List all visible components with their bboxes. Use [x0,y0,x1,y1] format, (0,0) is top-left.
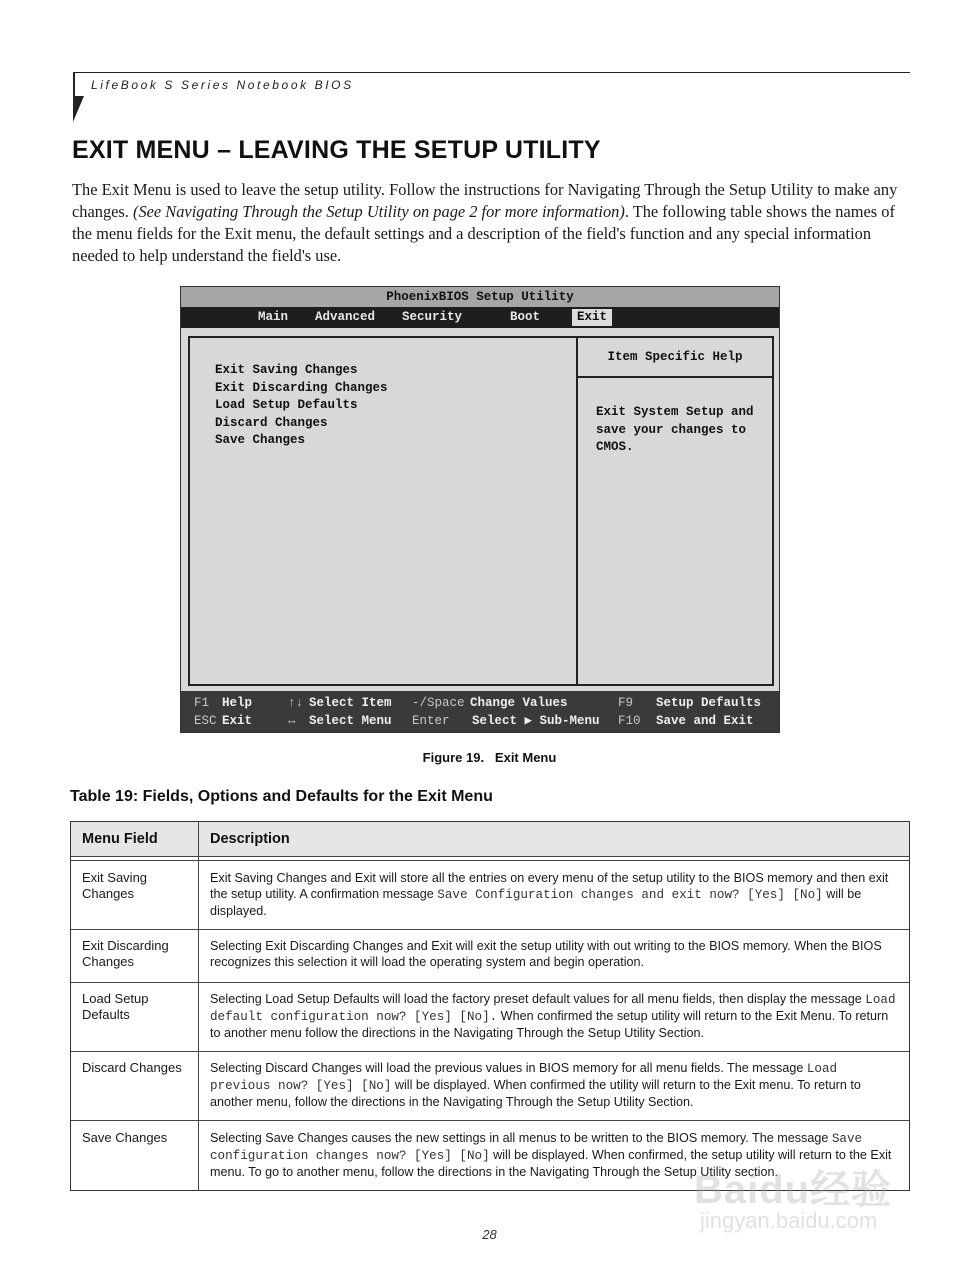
key-f1: F1 [194,696,210,710]
bios-tab-advanced[interactable]: Advanced [315,310,376,324]
intro-text-2: . The following table shows the names of the menu fields for the Exit menu, the default settings and a description of the field's function and any special information needed to help understand the field's use. [72,202,895,265]
table-row-field: Exit Saving Changes [82,870,148,901]
desc-text: will be displayed. When confirmed, the setup utility will return to the Exit menu. To go to another menu, follow the directions in the Navigating Through the Setup Utility section. [210,1148,892,1179]
bios-item-load-defaults[interactable]: Load Setup Defaults [215,398,358,413]
key-esc: ESC [194,714,217,728]
header-rule-top [71,856,909,857]
key-updown-action: Select Item [309,696,392,710]
running-title: LifeBook S Series Notebook BIOS [91,78,354,92]
table-row-description [210,1060,900,1110]
desc-message: Save configuration changes now? [Yes] [No] [210,1132,863,1163]
row-separator [71,1051,909,1052]
key-f1-action: Help [222,696,253,710]
desc-text: Selecting Load Setup Defaults will load the factory preset default values for all menu fields, then display the message [210,992,866,1006]
table-row-description [210,938,900,970]
intro-italic-ref: (See Navigating Through the Setup Utility on page 2 for more information) [133,202,625,221]
desc-message: Load previous now? [Yes] [No] [210,1062,838,1093]
desc-text: will be displayed. When confirmed the utility will return to the Exit menu. To return to another menu, follow the directions in the Navigating Through the Setup Utility Section. [210,1078,861,1109]
bios-tab-boot[interactable]: Boot [510,310,541,324]
table-row-description [210,991,900,1041]
desc-text: Selecting Exit Discarding Changes and Exit will exit the setup utility with out writing to the BIOS memory. When the BIOS recognizes this selection it will load the operating system and begin operation. [210,939,882,969]
desc-message: Load default configuration now? [Yes] [No]. [210,993,896,1024]
watermark-logo: Baidu经验 [694,1168,893,1212]
header-tab-marker [73,96,84,122]
bios-tab-security[interactable]: Security [402,310,463,324]
bios-help-text [596,404,754,457]
column-divider [198,822,199,1190]
key-esc-action: Exit [222,714,253,728]
table-row-field: Exit Discarding Changes [82,938,169,969]
key-updown: ↑↓ [288,696,304,710]
desc-text: will be displayed. [210,887,862,918]
figure-caption: Figure 19. Exit Menu [422,750,557,765]
key-space: -/Space [412,696,465,710]
bios-tab-exit[interactable]: Exit [572,309,612,326]
key-enter: Enter [412,714,450,728]
row-separator [71,1120,909,1121]
page-number: 28 [482,1227,497,1242]
key-f10: F10 [618,714,641,728]
header-bar [73,72,75,96]
bios-help-separator [578,376,772,378]
bios-item-save-changes[interactable]: Save Changes [215,433,306,448]
header-menu-field: Menu Field [82,831,158,847]
table-row-field: Discard Changes [82,1060,182,1075]
bios-help-title: Item Specific Help [607,350,743,364]
desc-text: When confirmed the setup utility will return to the Exit Menu. To return to another menu follow the directions in the Navigating Through the Setup Utility Section. [210,1009,889,1040]
bios-main-panel [188,336,774,686]
key-leftright-action: Select Menu [309,714,392,728]
header-rule [73,72,910,73]
row-separator [71,929,909,930]
page-title: EXIT MENU – LEAVING THE SETUP UTILITY [72,136,601,164]
key-space-action: Change Values [470,696,568,710]
bios-help-line: CMOS. [596,440,634,455]
exit-menu-table [70,821,910,1191]
desc-message: Save Configuration changes and exit now? [Yes] [No] [437,888,823,902]
bios-screen [180,286,780,733]
watermark-url: jingyan.baidu.com [700,1208,878,1233]
bios-menu-bar [181,307,779,328]
intro-text-1: The Exit Menu is used to leave the setup utility. Follow the instructions for Navigating Through the Setup Utility to make any changes. [72,180,898,221]
table-row-field: Save Changes [82,1130,168,1145]
bios-panel-divider [576,338,578,684]
bios-title-bar: PhoenixBIOS Setup Utility [181,287,779,307]
bios-item-exit-saving[interactable]: Exit Saving Changes [215,363,358,377]
bios-key-legend [181,691,779,732]
bios-item-discard-changes[interactable]: Discard Changes [215,415,328,430]
table-row-description [210,870,900,919]
table-row-field: Load Setup Defaults [82,991,149,1022]
bios-help-line: save your changes to [596,422,747,437]
desc-text: Selecting Discard Changes will load the previous values in BIOS memory for all menu fields. The message [210,1061,807,1075]
header-rule-bottom [71,860,909,861]
row-separator [71,982,909,983]
key-f10-action: Save and Exit [656,714,754,728]
desc-text: Exit Saving Changes and Exit will store all the entries on every menu of the setup utility to the BIOS memory and then exit the setup utility. A confirmation message [210,871,889,901]
table-caption: Table 19: Fields, Options and Defaults for the Exit Menu [70,788,493,805]
key-f9-action: Setup Defaults [656,696,762,710]
bios-tab-main[interactable]: Main [258,310,289,324]
intro-paragraph [72,179,912,267]
bios-help-line: Exit System Setup and [596,405,754,419]
key-enter-action: Select ▶ Sub-Menu [472,714,600,728]
key-f9: F9 [618,696,634,710]
header-description: Description [210,831,290,847]
bios-item-list [215,362,388,450]
key-leftright: ↔ [288,714,296,728]
desc-text: Selecting Save Changes causes the new settings in all menus to be written to the BIOS memory. The message [210,1131,832,1145]
bios-item-exit-discarding[interactable]: Exit Discarding Changes [215,380,388,395]
table-header [71,822,909,856]
